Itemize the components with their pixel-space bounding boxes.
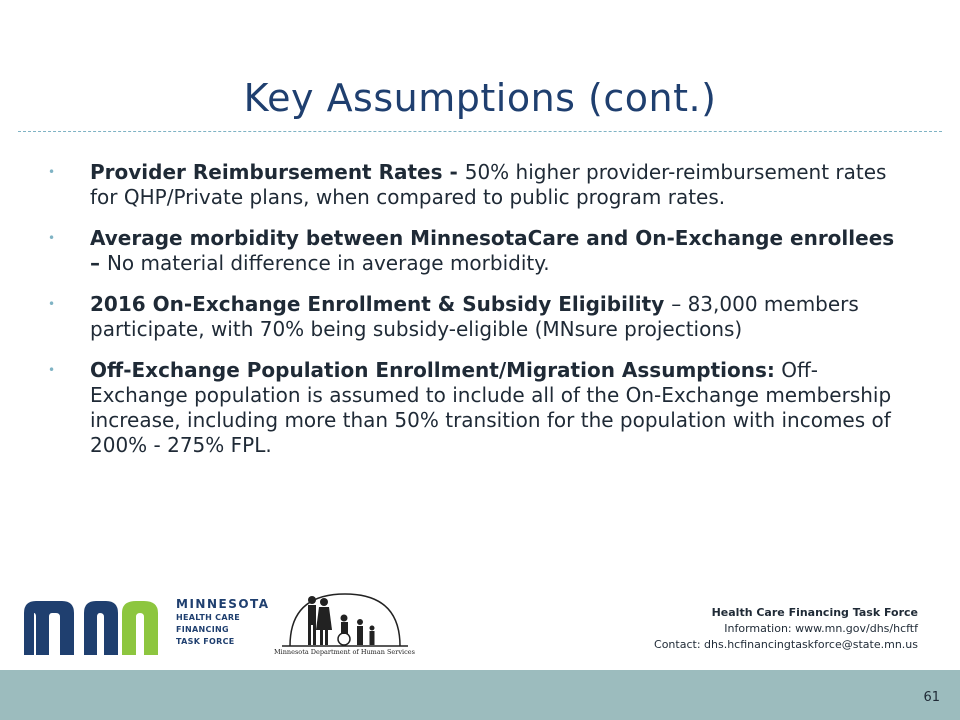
page-number: 61 — [923, 690, 940, 705]
bullet-item — [48, 358, 908, 458]
minnesota-name: MINNESOTA — [176, 597, 270, 611]
bullet-heading: Average morbidity between MinnesotaCare and On-Exchange enrollees – — [90, 226, 895, 275]
bullet-heading: Provider Reimbursement Rates - — [90, 160, 465, 184]
minnesota-wordmark — [176, 597, 270, 647]
bullet-item — [48, 160, 908, 210]
bullet-heading: Off-Exchange Population Enrollment/Migration Assumptions: — [90, 358, 775, 382]
minnesota-sub-financing: FINANCING — [176, 625, 229, 634]
contact-block — [654, 605, 918, 653]
bullet-item — [48, 226, 908, 276]
dhs-caption: Minnesota Department of Human Services — [274, 648, 415, 656]
minnesota-sub-health: HEALTH CARE — [176, 613, 241, 622]
minnesota-logo-icon — [22, 597, 172, 657]
slide-title: Key Assumptions (cont.) — [243, 76, 717, 120]
bullet-dot-icon: • — [48, 231, 56, 245]
bullet-text: – 83,000 members participate, with 70% being subsidy-eligible (MNsure projections) — [90, 292, 859, 341]
bullet-dot-icon: • — [48, 165, 56, 179]
title-divider — [18, 131, 942, 132]
bullet-item — [48, 292, 908, 342]
bullet-text: Off-Exchange population is assumed to include all of the On-Exchange membership increase, including more than 50% transition for the population with incomes of 200% - 275% FPL. — [90, 358, 892, 457]
bullet-heading: 2016 On-Exchange Enrollment & Subsidy Eligibility — [90, 292, 672, 316]
contact-email[interactable]: Contact: dhs.hcfinancingtaskforce@state.mn.us — [654, 638, 918, 651]
contact-info-link[interactable]: Information: www.mn.gov/dhs/hcftf — [724, 622, 918, 635]
bullet-text: No material difference in average morbidity. — [106, 251, 550, 275]
contact-heading: Health Care Financing Task Force — [711, 606, 918, 619]
bullet-text: 50% higher provider-reimbursement rates for QHP/Private plans, when compared to public program rates. — [90, 160, 887, 209]
bullet-dot-icon: • — [48, 363, 56, 377]
bullet-list — [48, 160, 908, 474]
minnesota-sub-taskforce: TASK FORCE — [176, 637, 235, 646]
footer-band — [0, 670, 960, 720]
bullet-dot-icon: • — [48, 297, 56, 311]
